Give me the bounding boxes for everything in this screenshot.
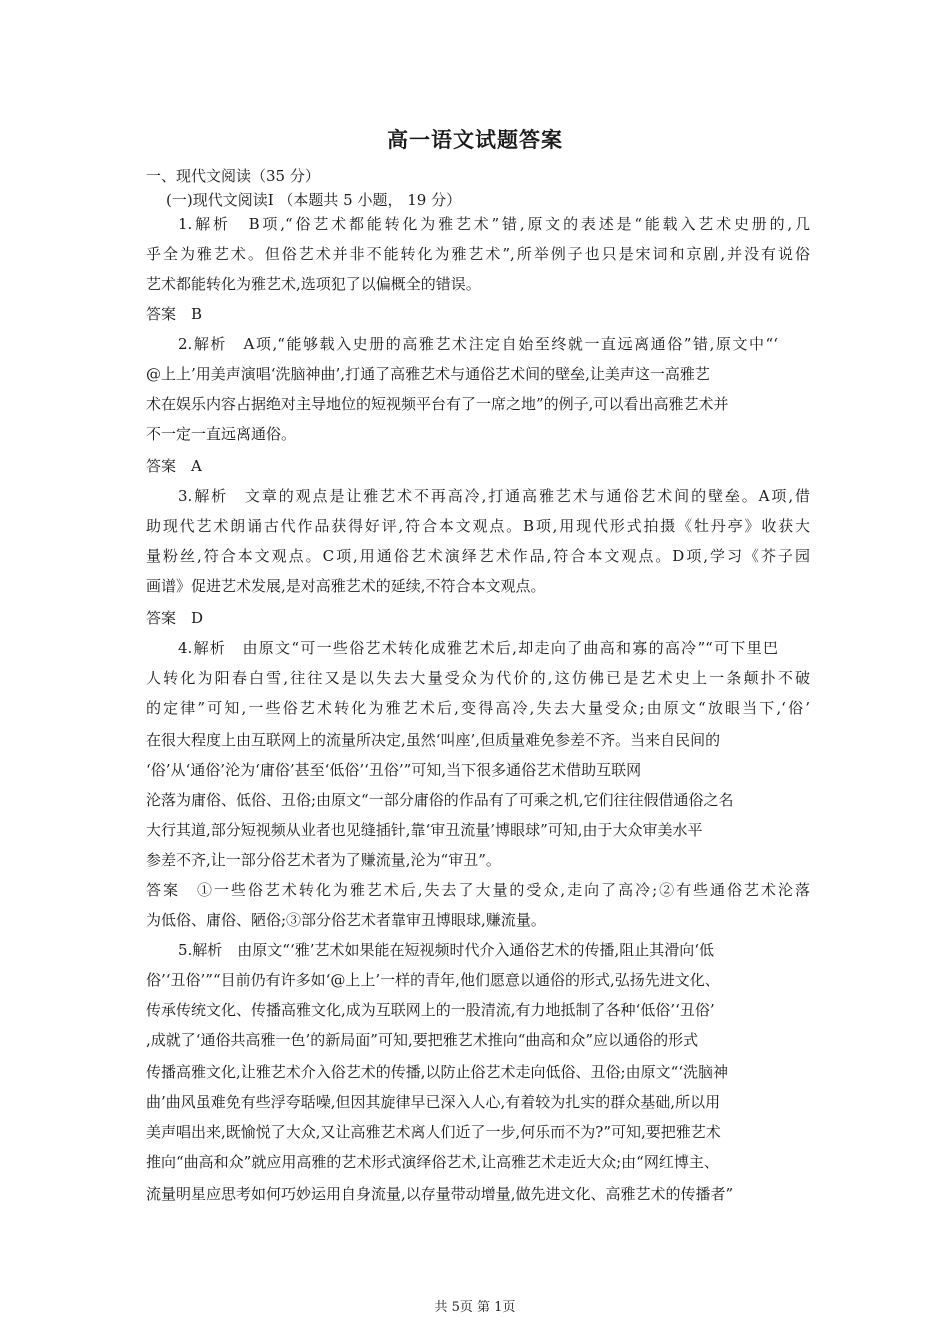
q4-line: 的定律”可知,一些俗艺术转化为雅艺术后,变得高冷,失去大量受众;由原文“放眼当下,‘俗’ xyxy=(146,699,810,717)
q3-line: 助现代艺术朗诵古代作品获得好评,符合本文观点。B项,用现代形式拍摄《牡丹亭》收获大 xyxy=(146,517,810,535)
q2-line: 2.解析 A项,“能够载入史册的高雅艺术注定自始至终就一直远离通俗”错,原文中“‘ xyxy=(178,335,778,353)
q4-line: 在很大程度上由互联网上的流量所决定,虽然‘叫座’,但质量难免参差不齐。当来自民间的 xyxy=(146,731,721,749)
q1-answer: 答案 B xyxy=(146,305,203,323)
q3-line: 3.解析 文章的观点是让雅艺术不再高冷,打通高雅艺术与通俗艺术间的壁垒。A项,借 xyxy=(178,487,810,505)
q5-line: 5.解析 由原文“‘雅’艺术如果能在短视频时代介入通俗艺术的传播,阻止其滑向‘低 xyxy=(178,941,715,959)
q5-line: 流量明星应思考如何巧妙运用自身流量,以存量带动增量,做先进文化、高雅艺术的传播者” xyxy=(146,1185,734,1203)
section-heading: 一、现代文阅读（35 分） xyxy=(146,167,320,185)
q2-line: 术在娱乐内容占据绝对主导地位的短视频平台有了一席之地”的例子,可以看出高雅艺术并 xyxy=(146,395,729,413)
q4-line: ‘俗’从‘通俗’沦为‘庸俗’甚至‘低俗’‘丑俗’”可知,当下很多通俗艺术借助互联网 xyxy=(146,761,642,779)
q3-line: 量粉丝,符合本文观点。C项,用通俗艺术演绎艺术作品,符合本文观点。D项,学习《芥子园 xyxy=(146,547,810,565)
q4-line: 4.解析 由原文“可一些俗艺术转化成雅艺术后,却走向了曲高和寡的高冷”“可下里巴 xyxy=(178,639,778,657)
subsection-heading: (一)现代文阅读Ⅰ （本题共 5 小题， 19 分） xyxy=(166,191,462,209)
q4-line: 人转化为阳春白雪,往往又是以失去大量受众为代价的,这仿佛已是艺术史上一条颠扑不破 xyxy=(146,669,810,687)
q2-line: @上上’用美声演唱‘洗脑神曲’,打通了高雅艺术与通俗艺术间的壁垒,让美声这一高雅艺 xyxy=(146,365,710,383)
q5-line: 美声唱出来,既愉悦了大众,又让高雅艺术离人们近了一步,何乐而不为?”可知,要把雅艺术 xyxy=(146,1123,721,1141)
q1-line: 1.解析 B项,“俗艺术都能转化为雅艺术”错,原文的表述是“能载入艺术史册的,几 xyxy=(178,215,810,233)
page-title: 高一语文试题答案 xyxy=(387,127,563,152)
q5-line: ,成就了‘通俗共高雅一色’的新局面”可知,要把雅艺术推向“曲高和众”应以通俗的形式 xyxy=(146,1031,699,1049)
q3-answer: 答案 D xyxy=(146,609,204,627)
q5-line: 传播高雅文化,让雅艺术介入俗艺术的传播,以防止俗艺术走向低俗、丑俗;由原文“‘洗脑神 xyxy=(146,1063,729,1081)
q5-line: 曲’曲风虽难免有些浮夸聒噪,但因其旋律早已深入人心,有着较为扎实的群众基础,所以用 xyxy=(146,1093,721,1111)
q4-line: 参差不齐,让一部分俗艺术者为了赚流量,沦为“审丑”。 xyxy=(146,851,501,869)
page-footer: 共 5页 第 1页 xyxy=(434,1300,516,1315)
q5-line: 俗’‘丑俗’”“目前仍有许多如‘@上上’一样的青年,他们愿意以通俗的形式,弘扬先进文化、 xyxy=(146,971,720,989)
q5-line: 推向“曲高和众”就应用高雅的艺术形式演绎俗艺术,让高雅艺术走近大众;由“网红博主、 xyxy=(146,1153,719,1171)
q4-line: 大行其道,部分短视频从业者也见缝插针,靠‘审丑流量’博眼球”可知,由于大众审美水平 xyxy=(146,821,703,839)
q4-answer: 答案 ①一些俗艺术转化为雅艺术后,失去了大量的受众,走向了高冷;②有些通俗艺术沦落 xyxy=(146,881,810,899)
q1-line: 乎全为雅艺术。但俗艺术并非不能转化为雅艺术”,所举例子也只是宋词和京剧,并没有说俗 xyxy=(146,245,810,263)
q4-answer: 为低俗、庸俗、陋俗;③部分俗艺术者靠审丑博眼球,赚流量。 xyxy=(146,911,546,929)
q5-line: 传承传统文化、传播高雅文化,成为互联网上的一股清流,有力地抵制了各种‘低俗’‘丑俗’ xyxy=(146,1001,715,1019)
q1-line: 艺术都能转化为雅艺术,选项犯了以偏概全的错误。 xyxy=(146,275,481,293)
q2-line: 不一定一直远离通俗。 xyxy=(146,425,297,443)
q2-answer: 答案 A xyxy=(146,457,202,475)
q3-line: 画谱》促进艺术发展,是对高雅艺术的延续,不符合本文观点。 xyxy=(146,577,546,595)
q4-line: 沦落为庸俗、低俗、丑俗;由原文“一部分庸俗的作品有了可乘之机,它们往往假借通俗之名 xyxy=(146,791,734,809)
